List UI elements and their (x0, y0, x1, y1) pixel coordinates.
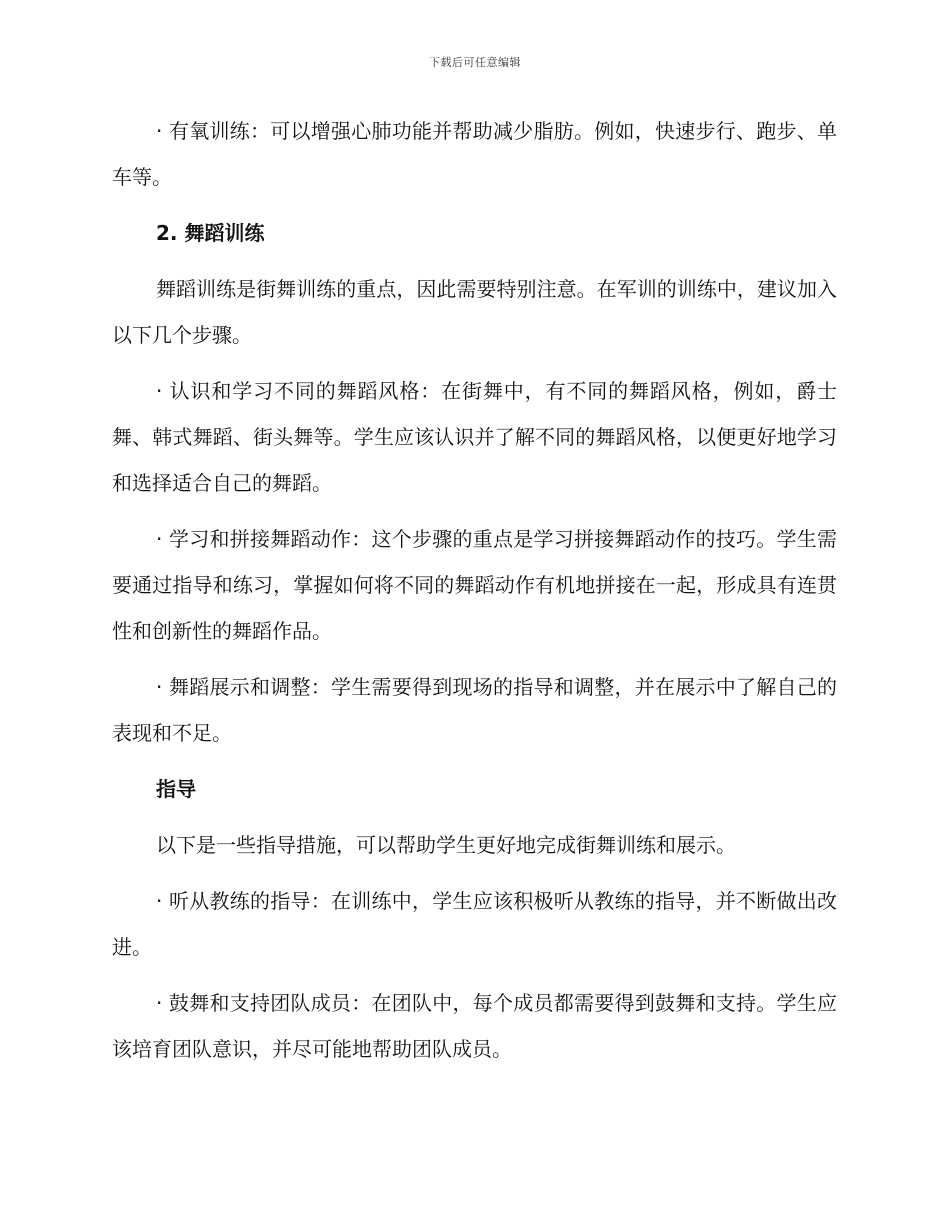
section-heading-guidance: 指导 (156, 777, 196, 801)
section-heading-dance-training: 2. 舞蹈训练 (156, 221, 265, 245)
document-body (112, 108, 837, 1082)
paragraph-dance-intro: 舞蹈训练是街舞训练的重点，因此需要特别注意。在军训的训练中，建议加入以下几个步骤。 (112, 277, 837, 347)
paragraph-dance-moves: · 学习和拼接舞蹈动作：这个步骤的重点是学习拼接舞蹈动作的技巧。学生需要通过指导和练习，掌握如何将不同的舞蹈动作有机地拼接在一起，形成具有连贯性和创新性的舞蹈作品。 (112, 527, 837, 643)
paragraph-follow-coach: · 听从教练的指导：在训练中，学生应该积极听从教练的指导，并不断做出改进。 (112, 889, 837, 959)
paragraph-aerobic-training: · 有氧训练：可以增强心肺功能并帮助减少脂肪。例如，快速步行、跑步、单车等。 (112, 119, 837, 189)
paragraph-guidance-intro: 以下是一些指导措施，可以帮助学生更好地完成街舞训练和展示。 (156, 833, 736, 857)
paragraph-support-team: · 鼓舞和支持团队成员：在团队中，每个成员都需要得到鼓舞和支持。学生应该培育团队意识，并尽可能地帮助团队成员。 (112, 991, 837, 1061)
paragraph-dance-styles: · 认识和学习不同的舞蹈风格：在街舞中，有不同的舞蹈风格，例如，爵士舞、韩式舞蹈、街头舞等。学生应该认识并了解不同的舞蹈风格，以便更好地学习和选择适合自己的舞蹈。 (112, 379, 837, 495)
page-header: 下载后可任意编辑 (429, 56, 521, 69)
paragraph-dance-show: · 舞蹈展示和调整：学生需要得到现场的指导和调整，并在展示中了解自己的表现和不足。 (112, 675, 837, 745)
